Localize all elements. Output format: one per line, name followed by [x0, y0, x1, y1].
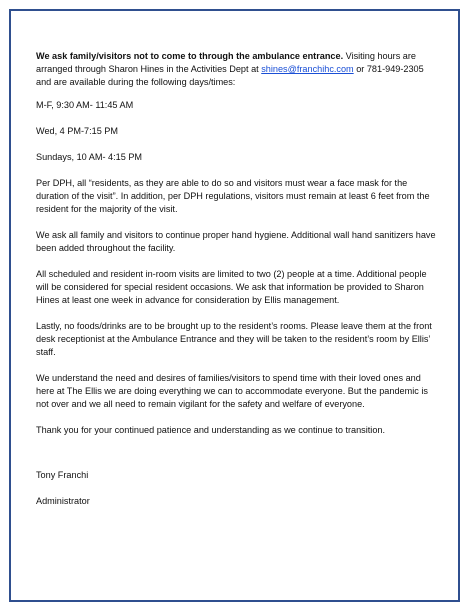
signature-name: Tony Franchi — [36, 470, 89, 480]
email-link[interactable]: shines@franchihc.com — [261, 64, 354, 74]
intro-text-1: Visiting hours are arranged through Sharon Hines in the Activities Dept at — [36, 51, 416, 74]
paragraph-thanks: Thank you for your continued patience and understanding as we continue to transition. — [36, 425, 386, 435]
letter-body — [36, 50, 441, 521]
hours-wednesday: Wed, 4 PM-7:15 PM — [36, 126, 118, 136]
paragraph-mask-policy: Per DPH, all “residents, as they are able to do so and visitors must wear a face mask for the duration of the visit”. In addition, per DPH regulations, visitors must remain at least 6 feet from the resident for the majority of the visit. — [36, 178, 430, 214]
intro-paragraph — [36, 50, 441, 89]
intro-text-2: or 781-949-2305 and are available during the following days/times: — [36, 64, 424, 87]
paragraph-food-policy: Lastly, no foods/drinks are to be brought up to the resident’s rooms. Please leave them at the front desk receptionist at the Ambulance Entrance and they will be taken to the resident’s room by Ellis’ staff. — [36, 321, 432, 357]
paragraph-understanding: We understand the need and desires of families/visitors to spend time with their loved ones and here at The Ellis we are doing everything we can to accommodate everyone. But the pandemic is not over and we all need to remain vigilant for the safety and welfare of everyone. — [36, 373, 428, 409]
intro-bold-text: We ask family/visitors not to come to through the ambulance entrance. — [36, 51, 344, 61]
paragraph-visit-limits: All scheduled and resident in-room visits are limited to two (2) people at a time. Additional people will be considered for special resident occasions. We ask that information be provided to Sharon Hines at least one week in advance for consideration by Ellis management. — [36, 269, 427, 305]
signature-block — [36, 469, 441, 508]
signature-title: Administrator — [36, 496, 90, 506]
hours-sunday: Sundays, 10 AM- 4:15 PM — [36, 152, 143, 162]
paragraph-hand-hygiene: We ask all family and visitors to continue proper hand hygiene. Additional wall hand sanitizers have been added throughout the facility. — [36, 230, 436, 253]
hours-weekdays: M-F, 9:30 AM- 11:45 AM — [36, 100, 134, 110]
